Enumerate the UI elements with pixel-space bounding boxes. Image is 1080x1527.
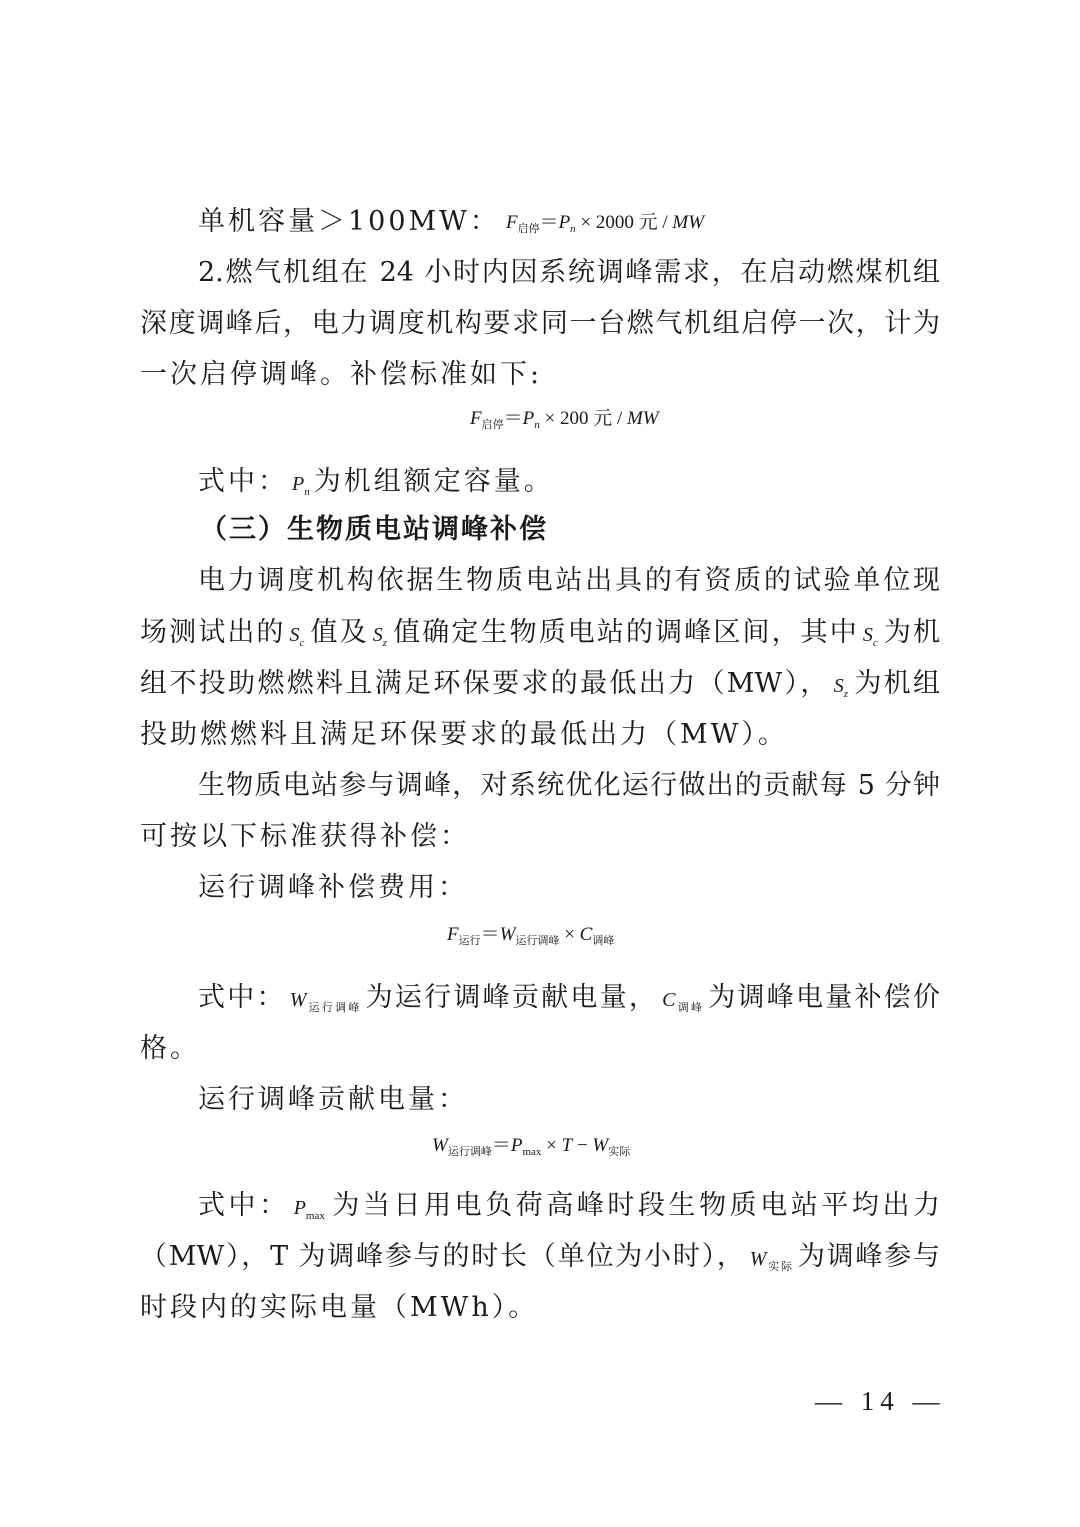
formula-operator: × xyxy=(541,1135,562,1156)
formula-unit: MW xyxy=(626,408,659,429)
paragraph-line: 可按以下标准获得补偿： xyxy=(140,821,470,852)
line-text: 组不投助燃燃料且满足环保要求的最低出力（MW）， xyxy=(140,668,830,699)
symbol-subscript: c xyxy=(872,637,878,649)
formula-symbol: F xyxy=(447,924,459,945)
formula-symbol: C xyxy=(579,924,593,945)
symbol-base: C xyxy=(662,989,676,1011)
line-text: 为机组 xyxy=(851,668,941,699)
symbol-subscript: 调峰 xyxy=(675,1002,705,1014)
formula-symbol: W xyxy=(592,1135,609,1156)
formula-symbol: P xyxy=(510,1135,523,1156)
formula-subscript: max xyxy=(522,1146,542,1158)
paragraph-line xyxy=(140,666,940,704)
symbol-base: S xyxy=(372,624,383,646)
line-text: 单机容量＞100MW： xyxy=(198,206,500,237)
line-text: 场测试出的 xyxy=(140,617,286,648)
line-text: （MW），T 为调峰参与的时长（单位为小时）， xyxy=(140,1241,746,1272)
symbol-subscript: n xyxy=(304,486,310,498)
symbol-subscript: z xyxy=(382,637,388,649)
paragraph-line xyxy=(198,204,704,240)
symbol-subscript: c xyxy=(299,637,305,649)
line-text: 为调峰参与 xyxy=(797,1241,941,1272)
formula-subscript: 启停 xyxy=(481,419,504,431)
symbol-base: S xyxy=(833,675,844,697)
page-number: — 14 — xyxy=(815,1386,946,1416)
line-text: 式中： xyxy=(198,1190,290,1221)
formula-subscript: 调峰 xyxy=(592,935,615,947)
line-text: 为调峰电量补偿价 xyxy=(708,982,941,1013)
formula-text: × 2000 元 / xyxy=(575,212,673,233)
line-text: 值及 xyxy=(308,617,369,648)
line-text: 值确定生物质电站的调峰区间，其中 xyxy=(391,617,859,648)
formula-subscript: 运行调峰 xyxy=(515,935,560,947)
paragraph-line xyxy=(140,1239,940,1277)
formula-operator: ＝ xyxy=(480,924,500,945)
symbol-subscript: 实际 xyxy=(766,1261,794,1273)
symbol-pn xyxy=(292,473,310,498)
formula-subscript: 实际 xyxy=(608,1146,631,1158)
formula-symbol: P xyxy=(522,408,535,429)
symbol-base: S xyxy=(289,624,300,646)
formula-symbol: W xyxy=(499,924,516,945)
symbol-sc xyxy=(862,624,878,649)
symbol-base: P xyxy=(293,1197,306,1219)
formula-symbol: W xyxy=(432,1135,448,1156)
section-heading: （三）生物质电站调峰补偿 xyxy=(200,514,548,545)
symbol-pmax xyxy=(293,1197,325,1222)
paragraph-line: 格。 xyxy=(140,1033,200,1064)
formula-operator: ＝ xyxy=(503,408,523,429)
symbol-w-actual xyxy=(749,1248,794,1273)
symbol-base: W xyxy=(749,1248,767,1270)
symbol-w-operation xyxy=(289,989,362,1014)
paragraph-line: 电力调度机构依据生物质电站出具的有资质的试验单位现 xyxy=(198,565,940,596)
formula-subscript: 运行调峰 xyxy=(447,1146,492,1158)
formula-operator: − xyxy=(572,1135,593,1156)
paragraph-line xyxy=(198,980,940,1018)
paragraph-line: 运行调峰贡献电量： xyxy=(198,1084,468,1115)
symbol-subscript: max xyxy=(305,1210,325,1222)
paragraph-line xyxy=(198,464,554,502)
symbol-base: W xyxy=(289,989,307,1011)
formula-operator: ＝ xyxy=(491,1135,511,1156)
formula-symbol: P xyxy=(558,212,571,233)
formula-startstop xyxy=(470,404,659,434)
formula-symbol: T xyxy=(561,1135,573,1156)
line-text: 为机 xyxy=(881,617,941,648)
symbol-subscript: 运行调峰 xyxy=(306,1002,362,1014)
paragraph-line: 深度调峰后，电力调度机构要求同一台燃气机组启停一次，计为 xyxy=(140,308,940,339)
paragraph-line: 一次启停调峰。补偿标准如下: xyxy=(140,359,543,390)
symbol-sc xyxy=(289,624,305,649)
formula-subscript: 运行 xyxy=(458,935,481,947)
formula-subscript: n xyxy=(534,419,540,431)
symbol-sz xyxy=(833,675,848,700)
paragraph-line: 运行调峰补偿费用： xyxy=(198,872,468,903)
paragraph-line xyxy=(140,615,940,653)
symbol-base: S xyxy=(862,624,873,646)
line-text: 为运行调峰贡献电量， xyxy=(365,982,659,1013)
formula-operator: ＝ xyxy=(539,212,559,233)
formula-subscript: 启停 xyxy=(517,223,540,235)
symbol-subscript: z xyxy=(843,688,848,700)
formula-unit: MW xyxy=(672,212,705,233)
paragraph-line: 时段内的实际电量（MWh）。 xyxy=(140,1292,539,1323)
paragraph-line: 生物质电站参与调峰，对系统优化运行做出的贡献每 5 分钟 xyxy=(198,770,940,801)
formula-subscript: n xyxy=(570,223,576,235)
formula-operation-fee xyxy=(447,920,614,950)
paragraph-line: 投助燃燃料且满足环保要求的最低出力（MW）。 xyxy=(140,719,788,750)
line-text: 为机组额定容量。 xyxy=(313,466,554,497)
paragraph-line: 2.燃气机组在 24 小时内因系统调峰需求，在启动燃煤机组 xyxy=(198,257,940,288)
line-text: 为当日用电负荷高峰时段生物质电站平均出力 xyxy=(328,1190,941,1221)
symbol-c-peak xyxy=(662,989,705,1014)
line-text: 式中： xyxy=(198,982,286,1013)
line-text: 式中： xyxy=(198,466,288,497)
formula-operator: × xyxy=(559,924,580,945)
symbol-base: P xyxy=(292,473,305,495)
formula-text: × 200 元 / xyxy=(539,408,627,429)
formula-contribution-energy xyxy=(432,1131,630,1161)
formula-symbol: F xyxy=(470,408,482,429)
paragraph-line xyxy=(198,1188,940,1226)
formula-startstop-large xyxy=(506,212,704,233)
symbol-sz xyxy=(372,624,388,649)
formula-symbol: F xyxy=(505,212,518,233)
